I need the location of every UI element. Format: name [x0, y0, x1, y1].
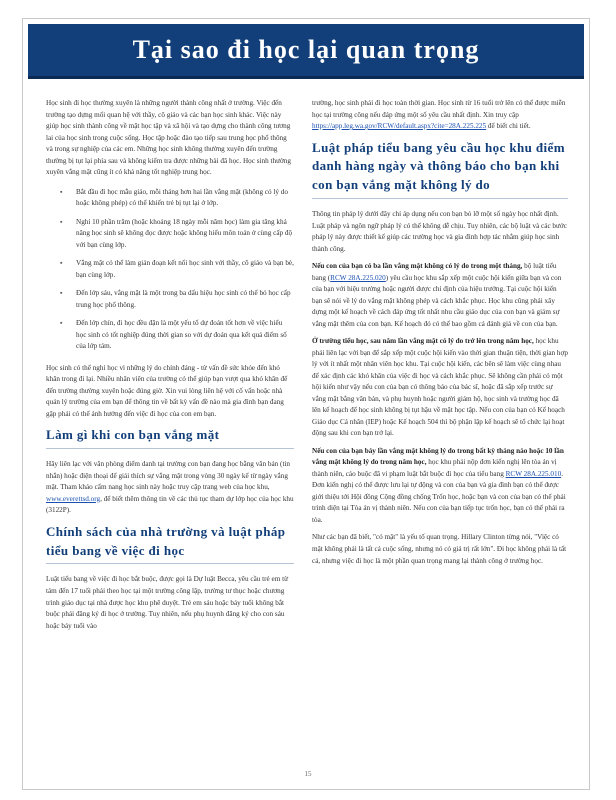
- left-column: [46, 98, 294, 638]
- absent-heading: Làm gì khi con bạn vắng mặt: [46, 426, 294, 449]
- absent-paragraph: Hãy liên lạc với văn phòng điểm danh tại trường con bạn đang học bằng văn bản (tin nhắn) hoặc điện thoại để giải thích sự vắng mặt trong vòng 30 ngày kể từ ngày vắng mặt. Tham khảo cẩm nang học sinh này hoặc truy cập trang web của học khu, www.everettsd.org, để biết thêm thông tin về các thủ tục tham dự lớp học của học khu (3122P).: [46, 460, 294, 515]
- closing-paragraph: Như các bạn đã biết, "có mặt" là yếu tố quan trọng. Hillary Clinton từng nói, "Việc có mặt không phải là tất cả cuộc sống, nhưng nó có giá trị rất lớn". Đi học không phải là tất cả, nhưng việc đi học là một phần quan trọng mang lại thành công ở trường học.: [312, 533, 567, 565]
- bullet-icon: ▪: [60, 289, 63, 298]
- attendance-facts-list: [60, 187, 294, 353]
- list-item: ▪ Vắng mặt có thể làm gián đoạn kết nối học sinh với thầy, cô giáo và bạn bè, bạn cùng lớp.: [60, 259, 294, 279]
- list-item: ▪ Nghỉ 10 phần trăm (hoặc khoảng 18 ngày mỗi năm học) làm gia tăng khả năng học sinh sẽ không đọc được hoặc không hiểu môn toán ở cùng cấp độ với bạn cùng lớp.: [60, 217, 293, 249]
- rcw-010-link[interactable]: RCW 28A.225.010: [505, 469, 562, 478]
- page-title: Tại sao đi học lại quan trọng: [132, 35, 480, 64]
- continued-paragraph: trường, học sinh phải đi học toàn thời gian. Học sinh từ 16 tuổi trở lên có thể được miễn học tại trường công nếu đáp ứng một số yêu cầu nhất định. Xin truy cập https://app.leg.wa.gov/RCW/default.aspx?cite=28A.225.225 để biết chi tiết.: [312, 99, 566, 131]
- bullet-icon: ▪: [60, 217, 63, 226]
- page-number: 15: [304, 770, 312, 778]
- rcw-020-link[interactable]: RCW 28A.225.020: [330, 273, 386, 282]
- list-item: ▪ Đến lớp chín, đi học đều đặn là một yếu tố dự đoán tốt hơn về việc hiểu học sinh có tốt nghiệp đúng thời gian so với dự đoán qua kết quả điểm số của lớp tám.: [60, 319, 287, 351]
- district-website-link[interactable]: www.everettsd.org: [46, 494, 101, 503]
- bullet-icon: ▪: [60, 187, 63, 196]
- right-column: [312, 98, 568, 573]
- intro-paragraph: Học sinh đi học thường xuyên là những người thành công nhất ở trường. Việc đến trường tạo dựng mối quan hệ với thầy, cô giáo và các bạn học sinh khác. Việc này giúp học sinh thành công về mặt học tập và xã hội và tạo dựng cho thành công tương lai của học sinh trong cuộc sống. Học tập hoặc đào tạo tiếp sau trung học phổ thông và trong sự nghiệp của các em. Những học sinh không thường xuyên đến trường thường bị tụt lại phía sau và không kiểm tra được những bài đã học. Học sinh thường xuyên vắng mặt cũng ít có khả năng tốt nghiệp trung học.: [46, 99, 291, 177]
- reasons-paragraph: Học sinh có thể nghỉ học vì những lý do chính đáng - từ vấn đề sức khỏe đến khó khăn trong đi lại. Nhiều nhân viên của trường có thể giúp bạn vượt qua khó khăn để đến trường thường xuyên hoặc đúng giờ. Xin vui lòng liên hệ với cố vấn hoặc nhà quản lý trường của em bạn để thông tin về bất kỳ vấn đề nào mà gia đình bạn đang gặp phải có thể ảnh hưởng đến việc đi học của con em bạn.: [46, 363, 288, 418]
- bullet-icon: ▪: [60, 319, 63, 328]
- bullet-icon: ▪: [60, 259, 63, 268]
- seven-absences-paragraph: Nếu con của bạn bảy lần vắng mặt không lý do trong bất kỳ tháng nào hoặc 10 lần vắng mặt không lý do trong năm học, học khu phải nộp đơn kiến nghị lên tòa án vị thành niên, cáo buộc đã vi phạm luật bắt buộc đi học của tiểu bang RCW 28A.225.010. Đơn kiến nghị có thể được lưu lại tự động và con của bạn và gia đình bạn có thể được giới thiệu tới Hội đồng Cộng đồng chống Trốn học, hoặc bạn và con của bạn có thể phải trình diện tại Tòa án vị thành niên. Nếu con của bạn tiếp tục trốn học, bạn có thể phải ra tòa.: [312, 446, 566, 524]
- policy-paragraph: Luật tiểu bang về việc đi học bắt buộc, được gọi là Dự luật Becca, yêu cầu trẻ em từ tám đến 17 tuổi phải theo học tại một trường công lập, trường tư thục hoặc chương trình giáo dục tại nhà được học khu phê duyệt. Trẻ em sáu hoặc bảy tuổi không bắt buộc phải đăng ký đi học ở trường. Tuy nhiên, nếu phụ huynh đăng ký cho con sáu hoặc bảy tuổi vào: [46, 575, 289, 630]
- rcw-exemption-link[interactable]: https://app.leg.wa.gov/RCW/default.aspx?cite=28A.225.225: [312, 122, 487, 131]
- state-law-paragraph: Thông tin pháp lý dưới đây chỉ áp dụng nếu con bạn bỏ lỡ một số ngày học nhất định. Luật pháp và ngôn ngữ pháp lý có thể không dễ chịu. Tuy nhiên, các bộ luật và các bước pháp lý này được thiết kế giúp các trường học và gia đình hợp tác nhằm giúp học sinh thành công.: [312, 210, 567, 253]
- list-item: ▪ Bắt đầu đi học mẫu giáo, mỗi tháng hơn hai lần vắng mặt (không có lý do hoặc không phép) có thể khiến trẻ bị tụt lại ở lớp.: [60, 187, 288, 208]
- state-law-heading: Luật pháp tiểu bang yêu cầu học khu điểm danh hàng ngày và thông báo cho bạn khi con bạn vắng mặt không lý do: [312, 139, 568, 200]
- policy-heading: Chính sách của nhà trường và luật pháp tiểu bang về việc đi học: [46, 523, 294, 565]
- three-absences-paragraph: Nếu con của bạn có ba lần vắng mặt không có lý do trong một tháng, bộ luật tiểu bang (RCW 28A.225.020) yêu cầu học khu sắp xếp một cuộc hội kiến giữa bạn và con của bạn với hiệu trưởng hoặc người được chỉ định của hiệu trưởng. Tại cuộc hội kiến bạn sẽ nói về lý do vắng mặt không phép và cách khắc phục. Học khu cũng phải xây dựng một kế hoạch về cách đáp ứng tốt nhất nhu cầu giáo dục của con bạn và giảm sự vắng mặt thêm của con bạn. Kế hoạch đó có thể bao gồm cả đánh giá về con của bạn.: [312, 262, 562, 328]
- list-item: ▪ Đến lớp sáu, vắng mặt là một trong ba dấu hiệu học sinh có thể bỏ học cấp trung học phổ thông.: [60, 289, 291, 309]
- five-absences-paragraph: Ở trường tiểu học, sau năm lần vắng mặt có lý do trở lên trong năm học, học khu phải liên lạc với bạn để sắp xếp một cuộc hội kiến vào thời gian thuận tiện, thời gian hợp lý với ít nhất một nhân viên học khu. Tại cuộc hội kiến, các bên sẽ làm việc cùng nhau để xác định các khó khăn của việc đi học và cách khắc phục. Sẽ không cần phải có một hội kiến như vậy nếu con của bạn có thông báo của bác sĩ, hoặc đã sắp xếp trước sự vắng mặt bằng văn bản, và phụ huynh hoặc người giám hộ, học sinh và trường học đã lên kế hoạch để học sinh không bị tụt hậu về mặt học tập. Nếu con của bạn có Kế hoạch Giáo dục Cá nhân (IEP) hoặc Kế hoạch 504 thì bộ phận lập kế hoạch sẽ tổ chức lại hoạt động sau khi con bạn trở lại.: [312, 337, 568, 438]
- title-banner: [28, 24, 584, 79]
